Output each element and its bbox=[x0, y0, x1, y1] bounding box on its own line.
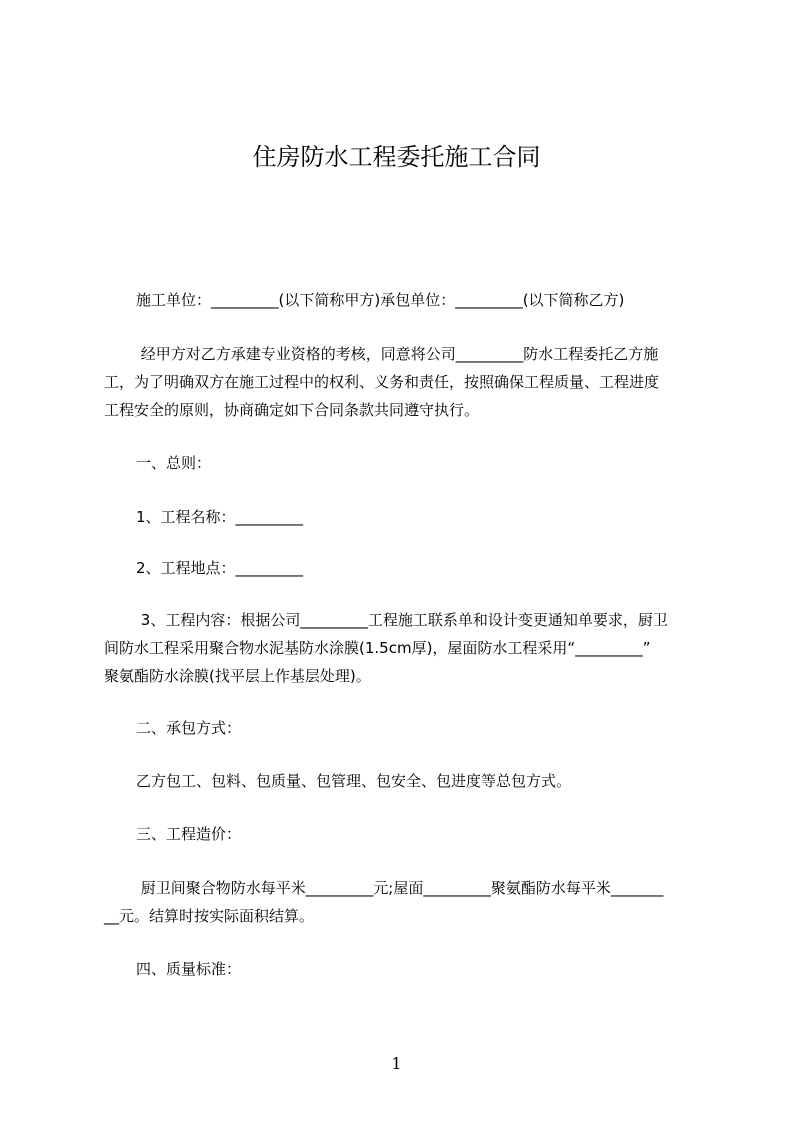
intro-line-3: 工程安全的原则，协商确定如下合同条款共同遵守执行。 bbox=[104, 401, 480, 419]
section-heading-contract-method: 二、承包方式： bbox=[136, 719, 242, 737]
cost-line-1: 厨卫间聚合物防水每平米_________元;屋面_________聚氨酯防水每平米_______ bbox=[136, 879, 664, 897]
section-heading-cost: 三、工程造价： bbox=[136, 825, 242, 843]
project-content-line-2: 间防水工程采用聚合物水泥基防水涂膜(1.5cm厚)，屋面防水工程采用“_________” bbox=[104, 639, 651, 657]
intro-line-1: 经甲方对乙方承建专业资格的考核，同意将公司_________防水工程委托乙方施 bbox=[136, 345, 659, 363]
project-location-item: 2、工程地点：_________ bbox=[136, 559, 304, 577]
project-name-item: 1、工程名称：_________ bbox=[136, 508, 304, 526]
project-content-line-1: 3、工程内容：根据公司_________工程施工联系单和设计变更通知单要求，厨卫 bbox=[136, 611, 668, 629]
parties-line: 施工单位：_________(以下简称甲方)承包单位：_________(以下简称乙方) bbox=[136, 291, 625, 309]
project-content-line-3: 聚氨酯防水涂膜(找平层上作基层处理)。 bbox=[104, 667, 371, 685]
intro-line-2: 工，为了明确双方在施工过程中的权利、义务和责任，按照确保工程质量、工程进度 bbox=[104, 373, 660, 391]
section-heading-general: 一、总则： bbox=[136, 454, 212, 472]
contract-method-text: 乙方包工、包料、包质量、包管理、包安全、包进度等总包方式。 bbox=[136, 772, 572, 790]
section-heading-quality: 四、质量标准： bbox=[136, 960, 242, 978]
cost-line-2: __元。结算时按实际面积结算。 bbox=[104, 907, 315, 925]
page-number: 1 bbox=[391, 1054, 402, 1073]
document-title: 住房防水工程委托施工合同 bbox=[252, 143, 541, 171]
